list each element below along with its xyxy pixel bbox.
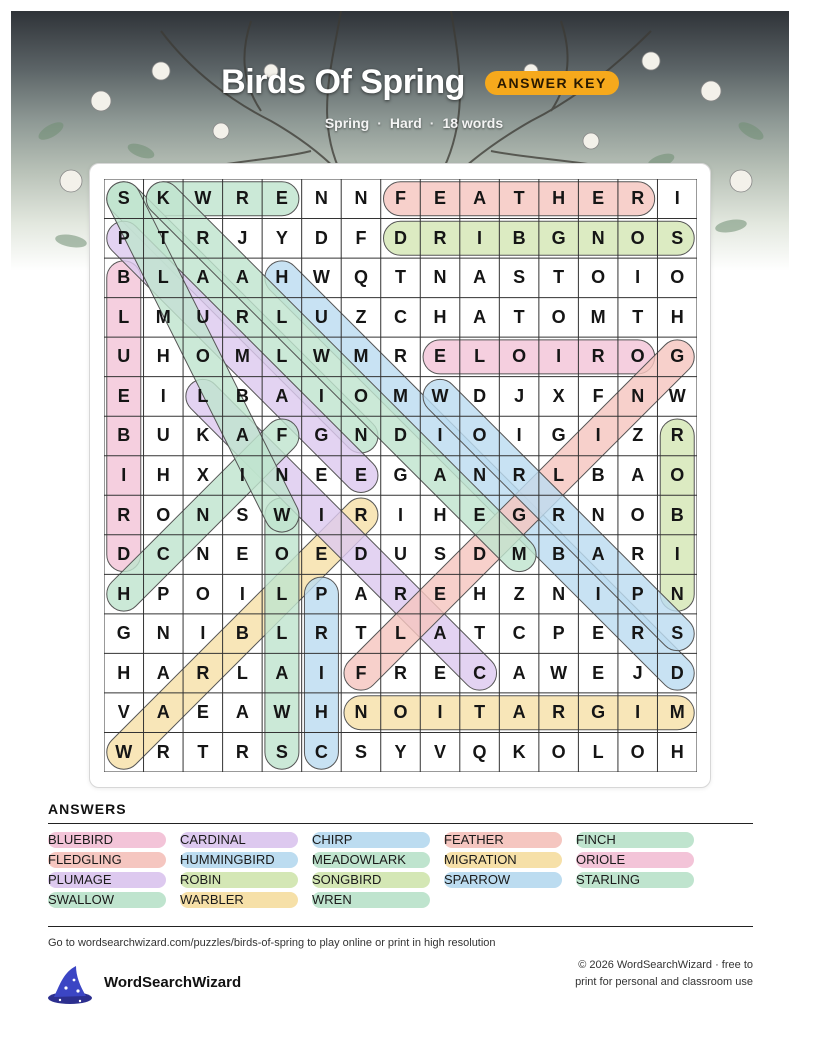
grid-cell: I — [635, 702, 641, 723]
grid-cell: W — [312, 267, 330, 288]
grid-cell: I — [239, 583, 245, 604]
grid-cell: L — [276, 346, 288, 367]
grid-cell: F — [394, 188, 406, 209]
grid-cell: N — [433, 267, 447, 288]
grid-cell: D — [670, 662, 684, 683]
grid-cell: A — [354, 583, 368, 604]
grid-cell: R — [314, 623, 328, 644]
answer-word: SONGBIRD — [312, 872, 382, 887]
grid-cell: S — [434, 544, 447, 565]
answer-item — [312, 892, 444, 908]
grid-cell: O — [551, 306, 566, 327]
grid-cell: E — [434, 346, 447, 367]
answer-item — [576, 832, 708, 848]
grid-cell: E — [592, 623, 605, 644]
grid-cell: G — [314, 425, 329, 446]
grid-cell: O — [630, 346, 645, 367]
grid-cell: C — [156, 544, 170, 565]
grid-cell: A — [156, 702, 170, 723]
grid-cell: N — [631, 385, 645, 406]
grid-cell: K — [156, 188, 170, 209]
grid-cell: I — [318, 504, 324, 525]
answer-item — [48, 832, 180, 848]
grid-cell: B — [117, 267, 131, 288]
grid-cell: A — [156, 662, 170, 683]
grid-cell: R — [631, 623, 645, 644]
grid-cell: O — [472, 425, 487, 446]
grid-cell: U — [117, 346, 131, 367]
grid-cell: T — [474, 623, 486, 644]
grid-cell: H — [670, 741, 684, 762]
grid-cell: O — [353, 385, 368, 406]
grid-cell: A — [196, 267, 210, 288]
grid-cell: C — [314, 741, 328, 762]
grid-cell: B — [235, 385, 249, 406]
grid-cell: M — [669, 702, 685, 723]
grid-cell: M — [590, 306, 606, 327]
grid-cell: U — [393, 544, 407, 565]
grid-cell: B — [235, 623, 249, 644]
grid-cell: A — [235, 425, 249, 446]
grid-cell: K — [196, 425, 210, 446]
grid-cell: L — [276, 306, 288, 327]
grid-cell: N — [156, 623, 170, 644]
grid-cell: I — [121, 464, 127, 485]
grid-cell: L — [474, 346, 486, 367]
wizard-hat-icon — [46, 964, 94, 1006]
grid-cell: W — [550, 662, 568, 683]
copyright-text: © 2026 WordSearchWizard · free to print for personal and classroom use — [575, 959, 753, 988]
grid-cell: B — [552, 544, 566, 565]
grid-cell: V — [117, 702, 130, 723]
grid-cell: I — [516, 425, 522, 446]
grid-cell: I — [635, 267, 641, 288]
grid-cell: Y — [394, 741, 407, 762]
grid-cell: T — [355, 623, 367, 644]
footer-url-text: Go to wordsearchwizard.com/puzzles/birds-of-spring to play online or print in high resolution — [48, 937, 496, 949]
grid-cell: Z — [513, 583, 525, 604]
grid-cell: G — [393, 464, 408, 485]
grid-cell: S — [236, 504, 249, 525]
grid-cell: A — [275, 662, 289, 683]
grid-cell: J — [237, 227, 248, 248]
answers-list — [48, 832, 768, 908]
answer-word: FLEDGLING — [48, 852, 122, 867]
grid-cell: E — [236, 544, 249, 565]
grid-cell: I — [318, 662, 324, 683]
grid-cell: A — [473, 188, 487, 209]
grid-cell: N — [473, 464, 487, 485]
grid-cell: P — [315, 583, 328, 604]
answer-item — [48, 852, 180, 868]
grid-cell: N — [314, 188, 328, 209]
grid-cell: O — [670, 267, 685, 288]
grid-cell: S — [117, 188, 130, 209]
answer-item — [180, 852, 312, 868]
answer-item — [48, 872, 180, 888]
grid-cell: A — [512, 702, 526, 723]
grid-cell: Z — [355, 306, 367, 327]
grid-cell: P — [157, 583, 170, 604]
grid-cell: D — [354, 544, 368, 565]
answer-word: MEADOWLARK — [312, 852, 406, 867]
grid-cell: W — [115, 741, 133, 762]
answer-word: ORIOLE — [576, 852, 626, 867]
answer-word: ROBIN — [180, 872, 222, 887]
grid-cell: H — [117, 583, 131, 604]
grid-cell: U — [196, 306, 210, 327]
grid-cell: R — [552, 504, 566, 525]
grid-cell: R — [196, 662, 210, 683]
answer-word: WREN — [312, 892, 352, 907]
answer-word: WARBLER — [180, 892, 244, 907]
answer-word: BLUEBIRD — [48, 832, 114, 847]
grid-cell: H — [433, 306, 447, 327]
grid-cell: U — [314, 306, 328, 327]
grid-cell: L — [197, 385, 209, 406]
brand-name: WordSearchWizard — [104, 974, 242, 991]
grid-cell: A — [631, 464, 645, 485]
grid-cell: T — [513, 188, 525, 209]
grid-cell: R — [354, 504, 368, 525]
puzzle-meta: Spring · Hard · 18 words — [324, 115, 504, 131]
grid-cell: I — [674, 544, 680, 565]
grid-cell: D — [393, 227, 407, 248]
grid-cell: S — [671, 227, 684, 248]
grid-cell: O — [274, 544, 289, 565]
grid-cell: C — [512, 623, 526, 644]
grid-cell: O — [630, 227, 645, 248]
grid-cell: I — [595, 425, 601, 446]
answer-word: MIGRATION — [444, 852, 517, 867]
grid-cell: R — [393, 346, 407, 367]
grid-cell: I — [160, 385, 166, 406]
answer-item — [312, 852, 444, 868]
grid-cell: M — [155, 306, 171, 327]
grid-cell: P — [631, 583, 644, 604]
grid-cell: E — [592, 188, 605, 209]
grid-cell: G — [551, 227, 566, 248]
grid-cell: A — [473, 306, 487, 327]
answer-word: CARDINAL — [180, 832, 246, 847]
answer-word: SWALLOW — [48, 892, 114, 907]
grid-cell: V — [434, 741, 447, 762]
grid-cell: I — [437, 425, 443, 446]
grid-cell: L — [276, 623, 288, 644]
grid-cell: E — [434, 662, 447, 683]
answers-divider-bottom — [48, 926, 753, 927]
grid-cell: W — [312, 346, 330, 367]
answer-word: FINCH — [576, 832, 616, 847]
grid-cell: N — [552, 583, 566, 604]
grid-cell: B — [117, 425, 131, 446]
grid-cell: T — [513, 306, 525, 327]
grid-cell: R — [117, 504, 131, 525]
grid-cell: H — [117, 662, 131, 683]
grid-cell: N — [591, 227, 605, 248]
grid-cell: Q — [353, 267, 368, 288]
grid-cell: E — [434, 188, 447, 209]
grid-cell: J — [514, 385, 525, 406]
grid-cell: O — [393, 702, 408, 723]
grid-cell: R — [393, 583, 407, 604]
grid-cell: Z — [632, 425, 644, 446]
grid-cell: B — [512, 227, 526, 248]
grid-cell: D — [117, 544, 131, 565]
grid-cell: I — [556, 346, 562, 367]
grid-cell: L — [394, 623, 406, 644]
grid-cell: H — [314, 702, 328, 723]
grid-cell: E — [354, 464, 367, 485]
grid-cell: K — [512, 741, 526, 762]
grid-cell: R — [591, 346, 605, 367]
grid-cell: O — [156, 504, 171, 525]
grid-cell: R — [631, 188, 645, 209]
grid-cell: A — [512, 662, 526, 683]
grid-cell: G — [551, 425, 566, 446]
grid-cell: T — [553, 267, 565, 288]
grid-cell: N — [275, 464, 289, 485]
grid-cell: L — [276, 583, 288, 604]
word-search-grid — [104, 179, 697, 772]
grid-cell: D — [314, 227, 328, 248]
grid-cell: A — [235, 267, 249, 288]
grid-cell: W — [194, 188, 212, 209]
answer-item — [576, 852, 708, 868]
grid-cell: T — [394, 267, 406, 288]
grid-cell: G — [116, 623, 131, 644]
grid-cell: F — [592, 385, 604, 406]
grid-cell: R — [235, 188, 249, 209]
answers-heading: ANSWERS — [48, 801, 127, 817]
grid-cell: L — [157, 267, 169, 288]
grid-cell: S — [513, 267, 526, 288]
grid-cell: D — [473, 544, 487, 565]
grid-cell: H — [156, 464, 170, 485]
grid-cell: E — [196, 702, 209, 723]
grid-cell: A — [433, 623, 447, 644]
grid-cell: W — [273, 504, 291, 525]
grid-cell: Y — [275, 227, 288, 248]
grid-cell: Q — [472, 741, 487, 762]
grid-cell: A — [591, 544, 605, 565]
grid-cell: G — [670, 346, 685, 367]
grid-cell: O — [551, 741, 566, 762]
grid-cell: I — [674, 188, 680, 209]
grid-cell: R — [552, 702, 566, 723]
answer-item — [48, 892, 180, 908]
grid-cell: T — [474, 702, 486, 723]
grid-cell: I — [318, 385, 324, 406]
grid-cell: L — [118, 306, 130, 327]
grid-cell: E — [117, 385, 130, 406]
grid-cell: D — [473, 385, 487, 406]
grid-cell: U — [156, 425, 170, 446]
grid-cell: F — [276, 425, 288, 446]
grid-cell: E — [592, 662, 605, 683]
grid-cell: R — [235, 306, 249, 327]
grid-cell: A — [275, 385, 289, 406]
grid-cell: N — [354, 425, 368, 446]
grid-cell: T — [197, 741, 209, 762]
grid-cell: L — [592, 741, 604, 762]
grid-cell: J — [632, 662, 643, 683]
grid-cell: M — [234, 346, 250, 367]
grid-cell: O — [591, 267, 606, 288]
grid-cell: I — [397, 504, 403, 525]
grid-cell: L — [236, 662, 248, 683]
grid-cell: H — [552, 188, 566, 209]
grid-cell: G — [512, 504, 527, 525]
grid-cell: H — [473, 583, 487, 604]
grid-cell: R — [156, 741, 170, 762]
grid-cell: T — [157, 227, 169, 248]
answer-item — [180, 832, 312, 848]
grid-cell: N — [196, 504, 210, 525]
grid-cell: R — [512, 464, 526, 485]
grid-cell: O — [195, 583, 210, 604]
answer-item — [576, 872, 708, 888]
grid-cell: B — [591, 464, 605, 485]
answer-item — [444, 852, 576, 868]
answer-item — [180, 872, 312, 888]
answer-item — [444, 832, 576, 848]
grid-cell: P — [552, 623, 565, 644]
grid-cell: I — [477, 227, 483, 248]
grid-cell: T — [632, 306, 644, 327]
grid-cell: R — [196, 227, 210, 248]
grid-cell: W — [431, 385, 449, 406]
grid-cell: R — [631, 544, 645, 565]
grid-cell: A — [473, 267, 487, 288]
answer-word: FEATHER — [444, 832, 504, 847]
grid-cell: X — [196, 464, 209, 485]
grid-cell: S — [354, 741, 367, 762]
answer-word: PLUMAGE — [48, 872, 112, 887]
grid-cell: H — [670, 306, 684, 327]
grid-cell: E — [315, 464, 328, 485]
grid-cell: W — [273, 702, 291, 723]
grid-cell: L — [553, 464, 565, 485]
answer-item — [312, 872, 444, 888]
grid-cell: R — [670, 425, 684, 446]
grid-cell: C — [393, 306, 407, 327]
grid-cell: D — [393, 425, 407, 446]
grid-cell: M — [392, 385, 408, 406]
answer-item — [180, 892, 312, 908]
meta-theme: Spring — [324, 115, 370, 131]
grid-cell: P — [117, 227, 130, 248]
answer-item — [444, 872, 576, 888]
grid-cell: M — [511, 544, 527, 565]
grid-cell: F — [355, 662, 367, 683]
answer-item — [312, 832, 444, 848]
answer-word: HUMMINGBIRD — [180, 852, 275, 867]
grid-cell: G — [591, 702, 606, 723]
grid-cell: O — [670, 464, 685, 485]
grid-cell: O — [512, 346, 527, 367]
grid-cell: R — [235, 741, 249, 762]
answer-word: STARLING — [576, 872, 641, 887]
meta-difficulty: Hard — [389, 115, 422, 131]
grid-cell: N — [196, 544, 210, 565]
grid-cell: I — [595, 583, 601, 604]
grid-cell: R — [393, 662, 407, 683]
grid-cell: I — [239, 464, 245, 485]
answer-key-badge: ANSWER KEY — [485, 71, 619, 95]
grid-cell: N — [670, 583, 684, 604]
grid-cell: A — [433, 464, 447, 485]
grid-cell: X — [552, 385, 565, 406]
answer-word: CHIRP — [312, 832, 353, 847]
grid-cell: I — [200, 623, 206, 644]
grid-cell: R — [433, 227, 447, 248]
grid-cell: H — [433, 504, 447, 525]
puzzle-title: Birds Of Spring — [221, 63, 465, 101]
grid-cell: A — [235, 702, 249, 723]
grid-cell: E — [434, 583, 447, 604]
grid-cell: E — [315, 544, 328, 565]
grid-cell: N — [354, 702, 368, 723]
grid-cell: E — [275, 188, 288, 209]
answers-divider-top — [48, 823, 753, 824]
answer-word: SPARROW — [444, 872, 511, 887]
grid-cell: S — [275, 741, 288, 762]
grid-cell: O — [630, 504, 645, 525]
grid-cell: O — [630, 741, 645, 762]
meta-word-count: 18 words — [442, 115, 504, 131]
grid-cell: F — [355, 227, 367, 248]
grid-cell: M — [353, 346, 369, 367]
grid-cell: I — [437, 702, 443, 723]
grid-cell: C — [473, 662, 487, 683]
grid-cell: H — [156, 346, 170, 367]
grid-cell: S — [671, 623, 684, 644]
grid-cell: E — [473, 504, 486, 525]
grid-cell: O — [195, 346, 210, 367]
grid-cell: B — [670, 504, 684, 525]
grid-cell: W — [668, 385, 686, 406]
grid-cell: N — [591, 504, 605, 525]
grid-cell: H — [275, 267, 289, 288]
grid-cell: N — [354, 188, 368, 209]
